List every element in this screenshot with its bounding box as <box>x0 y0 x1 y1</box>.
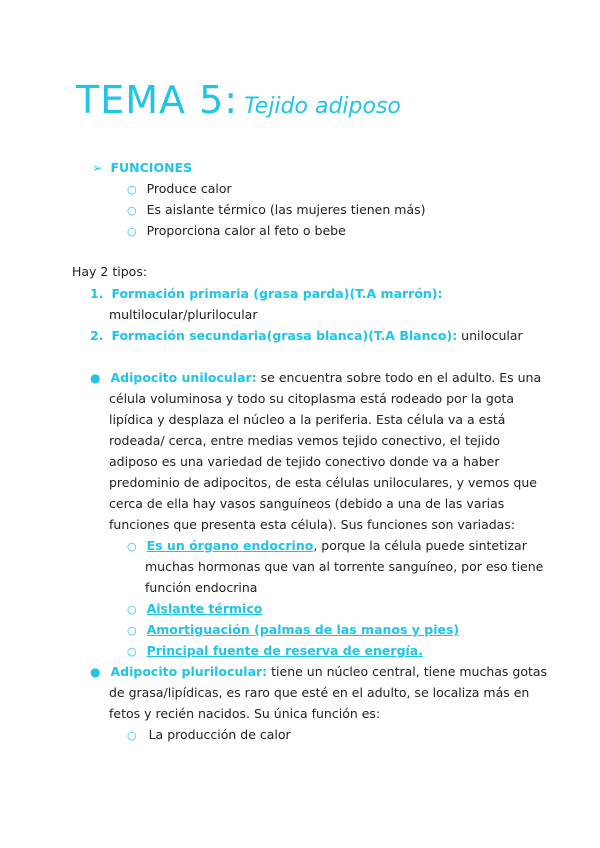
funciones-item <box>127 200 426 221</box>
unilocular-line: funciones que presenta esta célula). Sus funciones son variadas: <box>109 517 516 532</box>
unilocular-line: cerca de ella hay vasos sanguíneos (debido a una de las varias <box>109 496 505 511</box>
organo-row <box>127 536 527 557</box>
title-sub: Tejido adiposo <box>244 94 401 119</box>
plurilocular-first-line <box>90 662 547 682</box>
organo-line: muchas hormonas que van al torrente sanguíneo, por eso tiene <box>145 559 544 574</box>
circle-bullet-icon: ○ <box>127 624 137 637</box>
page-title <box>76 78 401 122</box>
tipo-number: 2. <box>90 328 104 343</box>
unilocular-line: rodeada/ cerca, entre medias vemos tejido conectivo, el tejido <box>109 433 501 448</box>
aislante-row <box>127 599 262 620</box>
tipo-label: Formación secundaria(grasa blanca)(T.A Blanco): <box>111 328 458 343</box>
circle-bullet-icon: ○ <box>127 204 137 217</box>
tipo-text: unilocular <box>457 328 523 343</box>
funciones-item-text: Proporciona calor al feto o bebe <box>146 223 346 238</box>
title-main: TEMA 5: <box>76 78 239 122</box>
aislante-termico: Aislante térmico <box>146 601 263 616</box>
circle-bullet-icon: ○ <box>127 729 137 742</box>
tipo-label: Formación primaria (grasa parda)(T.A marrón): <box>111 286 443 301</box>
unilocular-line: adiposo es una variedad de tejido conectivo donde va a haber <box>109 454 500 469</box>
unilocular-text: se encuentra sobre todo en el adulto. Es una <box>256 370 542 385</box>
organo-endocrino-link: Es un órgano endocrino <box>146 538 314 553</box>
tipo-number: 1. <box>90 286 104 301</box>
amortiguacion: Amortiguación (palmas de las manos y pies) <box>146 622 460 637</box>
plurilocular-label: Adipocito plurilocular: <box>110 664 268 679</box>
tipo-item <box>90 284 443 304</box>
plurilocular-sub-row <box>127 725 291 746</box>
dot-bullet-icon: ● <box>90 371 101 385</box>
tipo-item <box>90 326 523 346</box>
plurilocular-text: tiene un núcleo central, tiene muchas gotas <box>267 664 548 679</box>
circle-bullet-icon: ○ <box>127 183 137 196</box>
circle-bullet-icon: ○ <box>127 540 137 553</box>
dot-bullet-icon: ● <box>90 665 101 679</box>
funciones-item-text: Produce calor <box>146 181 232 196</box>
unilocular-line: lipídica y desplaza el núcleo a la periferia. Esta célula va a está <box>109 412 506 427</box>
funciones-heading: FUNCIONES <box>110 160 193 175</box>
organo-line: función endocrina <box>145 580 258 595</box>
plurilocular-line: de grasa/lipídicas, es raro que esté en el adulto, se localiza más en <box>109 685 530 700</box>
funciones-item-text: Es aislante térmico (las mujeres tienen más) <box>146 202 426 217</box>
amortiguacion-row <box>127 620 459 641</box>
tipo-continuation: multilocular/plurilocular <box>109 307 258 322</box>
arrow-bullet-icon: ➢ <box>92 160 103 175</box>
funciones-item <box>127 221 346 242</box>
principal-row <box>127 641 423 662</box>
unilocular-line: célula voluminosa y todo su citoplasma está rodeado por la gota <box>109 391 515 406</box>
organo-text: , porque la célula puede sintetizar <box>313 538 527 553</box>
unilocular-label: Adipocito unilocular: <box>110 370 257 385</box>
unilocular-line: predominio de adipocitos, de esta células uniloculares, y vemos que <box>109 475 537 490</box>
circle-bullet-icon: ○ <box>127 225 137 238</box>
circle-bullet-icon: ○ <box>127 603 137 616</box>
plurilocular-line: fetos y recién nacidos. Su única función es: <box>109 706 381 721</box>
circle-bullet-icon: ○ <box>127 645 137 658</box>
plurilocular-sub-item: La producción de calor <box>148 727 291 742</box>
funciones-heading-row <box>92 158 192 178</box>
principal-fuente: Principal fuente de reserva de energía. <box>146 643 423 658</box>
unilocular-first-line <box>90 368 541 388</box>
funciones-item <box>127 179 232 200</box>
tipos-intro: Hay 2 tipos: <box>72 264 148 279</box>
